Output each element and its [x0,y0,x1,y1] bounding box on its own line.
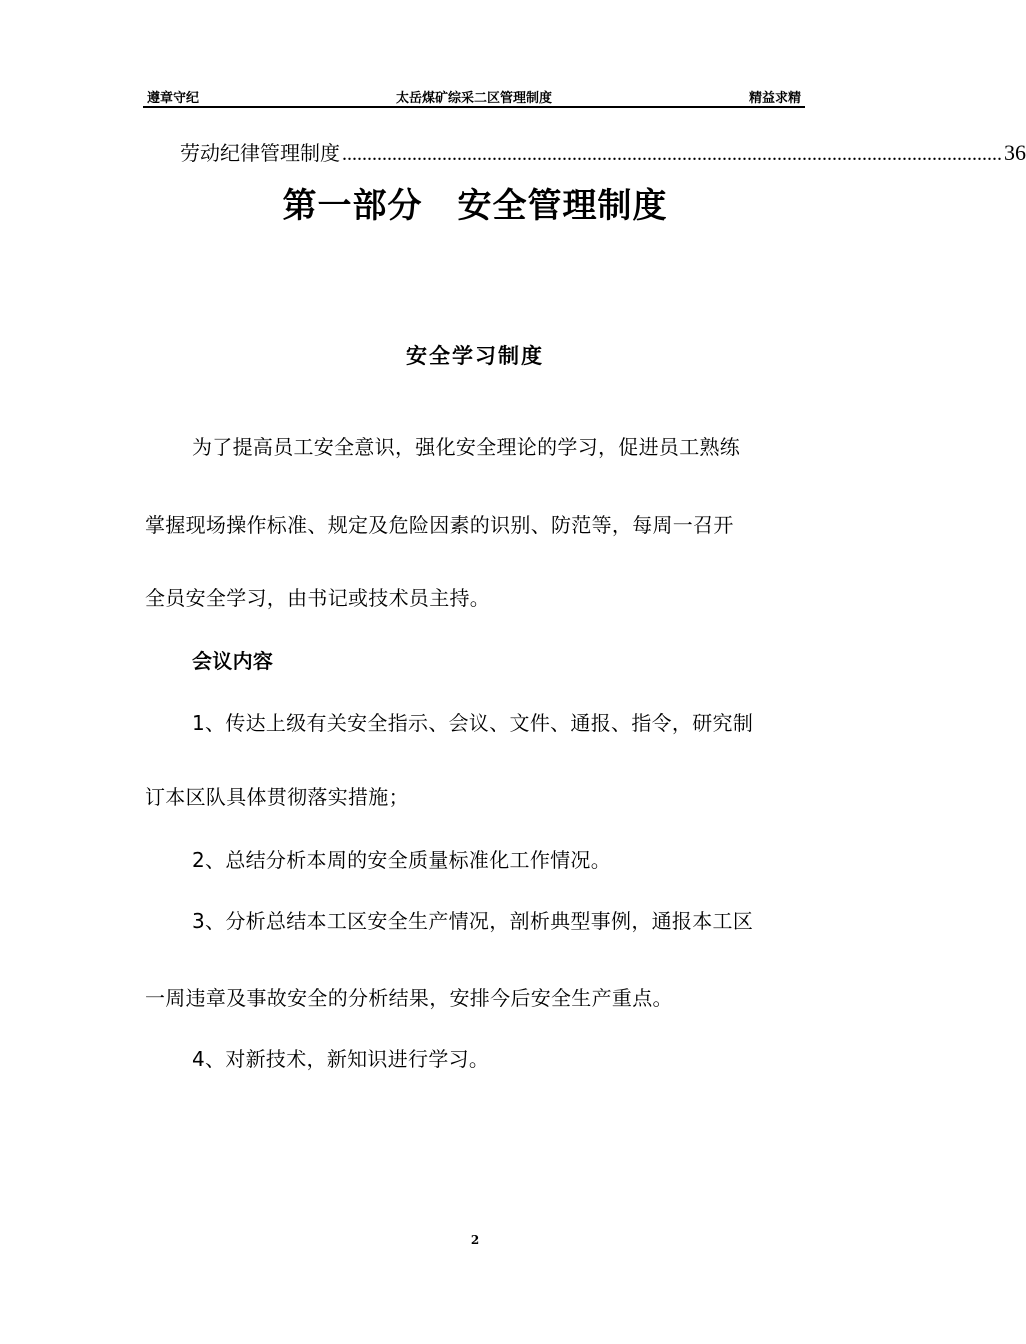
part-title: 第一部分 安全管理制度 [282,186,668,226]
body-paragraph-line: 掌握现场操作标准、规定及危险因素的识别、防范等，每周一召开 [145,513,734,537]
body-paragraph-line: 全员安全学习，由书记或技术员主持。 [145,586,491,610]
toc-entry-text: 劳动纪律管理制度 [180,141,340,165]
list-item-line: 2、总结分析本周的安全质量标准化工作情况。 [192,848,612,872]
header-right-text: 精益求精 [748,91,801,106]
page-header [143,86,805,108]
list-item-line: 4、对新技术，新知识进行学习。 [192,1047,490,1071]
header-title: 太岳煤矿综采二区管理制度 [395,91,552,106]
header-left-text: 遵章守纪 [147,91,200,106]
section-title: 安全学习制度 [406,344,544,368]
page-number: 2 [470,1233,480,1247]
list-item-line: 一周违章及事故安全的分析结果，安排今后安全生产重点。 [145,986,673,1010]
toc-leader-dots: .................................................................................................................................... [342,143,1002,165]
meeting-heading: 会议内容 [192,649,274,673]
toc-entry-page: 36 [1004,140,1026,165]
list-item-line: 订本区队具体贯彻落实措施； [145,785,409,809]
toc-entry[interactable] [180,137,1026,165]
body-paragraph-line: 为了提高员工安全意识，强化安全理论的学习，促进员工熟练 [192,435,741,459]
list-item-line: 1、传达上级有关安全指示、会议、文件、通报、指令，研究制 [192,711,754,735]
list-item-line: 3、分析总结本工区安全生产情况，剖析典型事例，通报本工区 [192,909,754,933]
